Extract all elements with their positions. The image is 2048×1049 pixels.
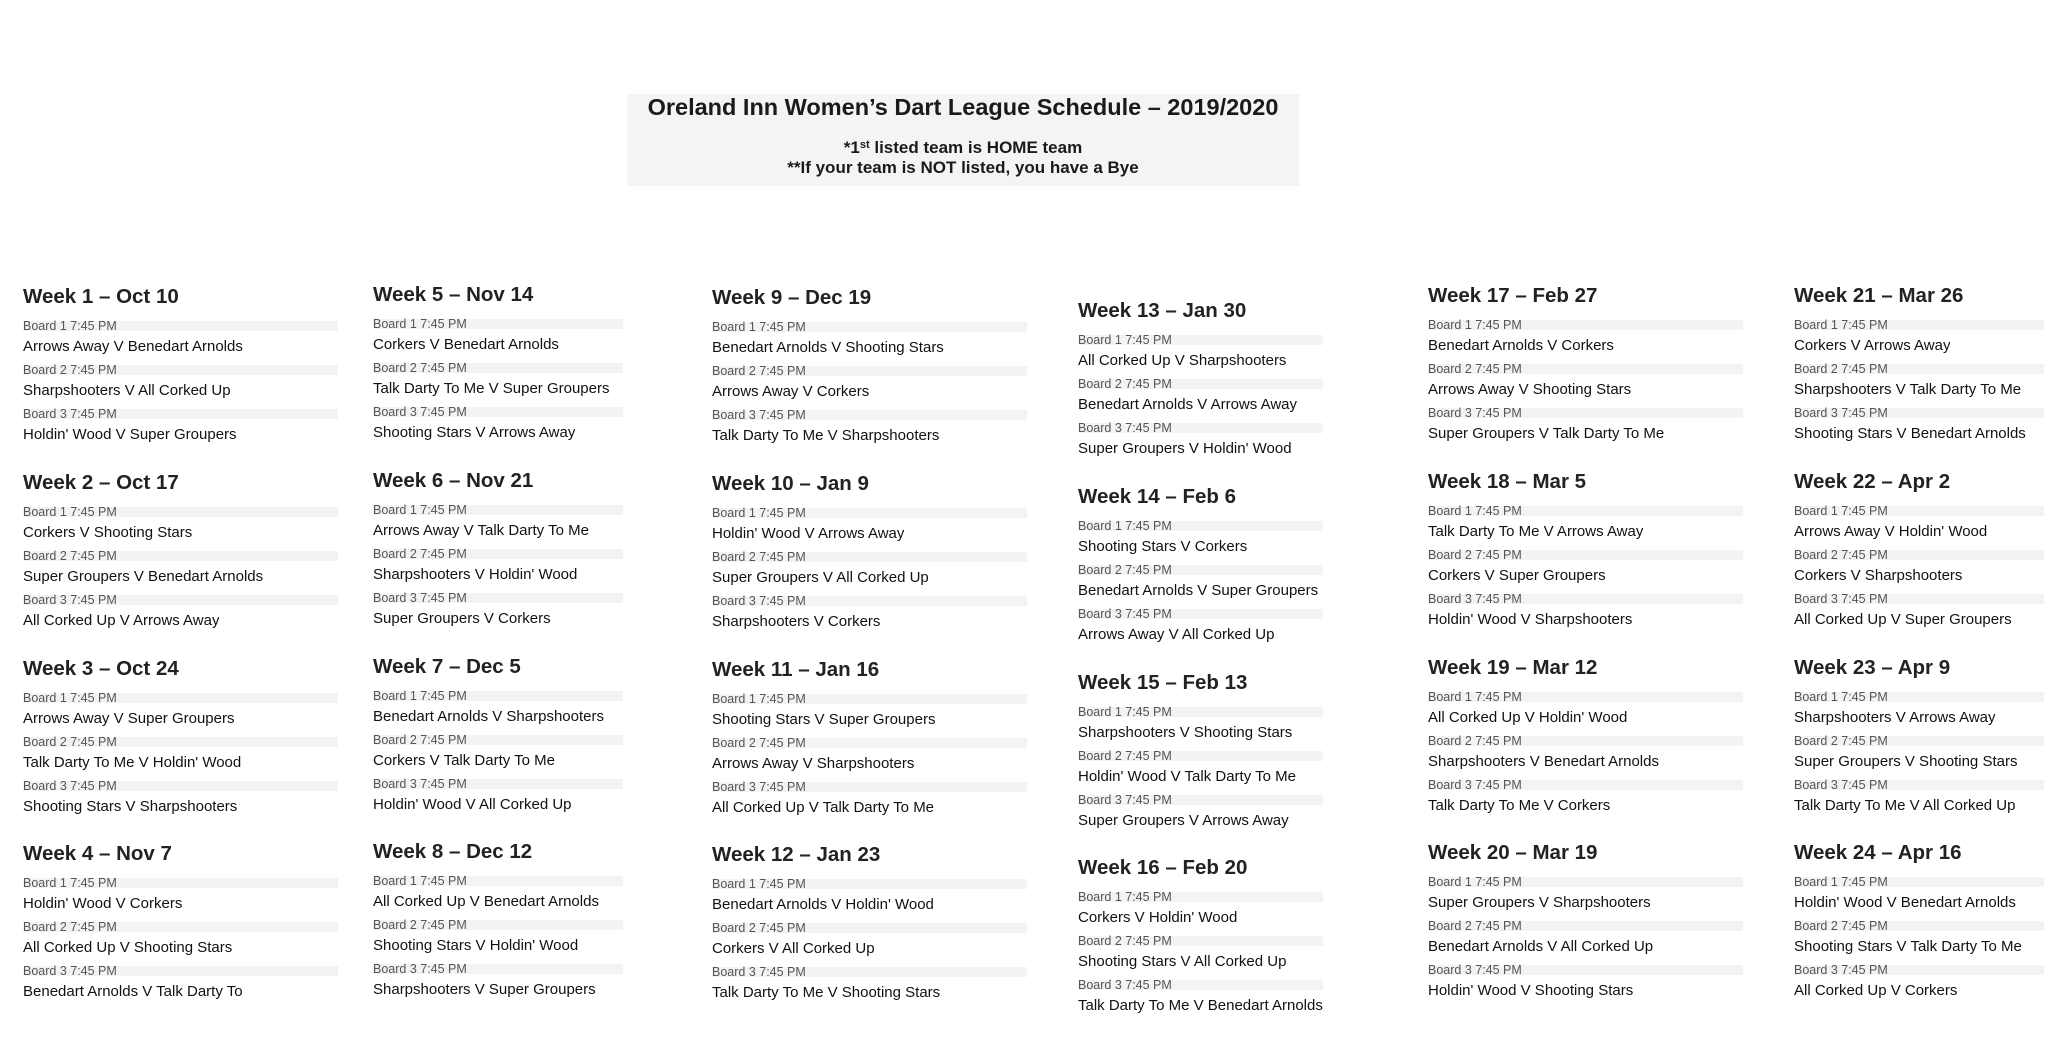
board-time-label: Board 3 7:45 PM: [1078, 978, 1172, 992]
board-time-label: Board 3 7:45 PM: [1078, 421, 1172, 435]
board-time-label: Board 2 7:45 PM: [1794, 362, 1888, 376]
match-listing: Benedart Arnolds V Arrows Away: [1078, 396, 1298, 413]
week-title: Week 23 – Apr 9: [1794, 656, 1951, 679]
board-time-label: Board 3 7:45 PM: [1078, 607, 1172, 621]
board-time-label: Board 3 7:45 PM: [1428, 406, 1522, 420]
board-time-label: Board 1 7:45 PM: [1078, 705, 1172, 719]
match-listing: Corkers V All Corked Up: [712, 940, 875, 957]
week-title: Week 5 – Nov 14: [373, 283, 534, 306]
board-time-label: Board 3 7:45 PM: [712, 780, 806, 794]
week-title: Week 20 – Mar 19: [1428, 841, 1598, 864]
week-title: Week 22 – Apr 2: [1794, 470, 1951, 493]
match-listing: Super Groupers V Holdin' Wood: [1078, 440, 1292, 457]
board-time-label: Board 1 7:45 PM: [1794, 318, 1888, 332]
board-time-label: Board 3 7:45 PM: [1428, 963, 1522, 977]
match-listing: Arrows Away V Talk Darty To Me: [373, 522, 589, 539]
board-time-label: Board 1 7:45 PM: [1794, 875, 1888, 889]
schedule-header: [627, 94, 1299, 186]
match-listing: Arrows Away V Corkers: [712, 383, 870, 400]
week-title: Week 19 – Mar 12: [1428, 656, 1598, 679]
board-time-label: Board 2 7:45 PM: [373, 918, 467, 932]
week-title: Week 10 – Jan 9: [712, 472, 869, 495]
board-time-label: Board 2 7:45 PM: [712, 736, 806, 750]
match-listing: Holdin' Wood V Corkers: [23, 895, 183, 912]
board-time-label: Board 2 7:45 PM: [23, 363, 117, 377]
board-time-label: Board 2 7:45 PM: [373, 361, 467, 375]
match-listing: All Corked Up V Holdin' Wood: [1428, 709, 1628, 726]
match-listing: Holdin' Wood V Arrows Away: [712, 525, 905, 542]
match-listing: Talk Darty To Me V Benedart Arnolds: [1078, 997, 1323, 1014]
board-time-label: Board 3 7:45 PM: [1794, 778, 1888, 792]
match-listing: Arrows Away V Benedart Arnolds: [23, 338, 243, 355]
board-time-label: Board 1 7:45 PM: [373, 874, 467, 888]
match-listing: Talk Darty To Me V All Corked Up: [1794, 797, 2016, 814]
board-time-label: Board 1 7:45 PM: [23, 876, 117, 890]
week-title: Week 21 – Mar 26: [1794, 284, 1964, 307]
board-time-label: Board 2 7:45 PM: [712, 921, 806, 935]
match-listing: All Corked Up V Talk Darty To Me: [712, 799, 935, 816]
week-title: Week 4 – Nov 7: [23, 842, 172, 865]
match-listing: Super Groupers V Corkers: [373, 610, 551, 627]
match-listing: Benedart Arnolds V All Corked Up: [1428, 938, 1654, 955]
board-time-label: Board 1 7:45 PM: [373, 689, 467, 703]
match-listing: Sharpshooters V Shooting Stars: [1078, 724, 1293, 741]
match-listing: Super Groupers V Benedart Arnolds: [23, 568, 264, 585]
board-time-label: Board 2 7:45 PM: [1428, 734, 1522, 748]
match-listing: Corkers V Arrows Away: [1794, 337, 1951, 354]
page-title: Oreland Inn Women’s Dart League Schedule – 2019/2020: [647, 94, 1279, 120]
match-listing: All Corked Up V Arrows Away: [23, 612, 220, 629]
match-listing: Arrows Away V Sharpshooters: [712, 755, 915, 772]
match-listing: Sharpshooters V Talk Darty To Me: [1794, 381, 2022, 398]
board-time-label: Board 2 7:45 PM: [1794, 734, 1888, 748]
board-time-label: Board 3 7:45 PM: [1794, 592, 1888, 606]
match-listing: All Corked Up V Shooting Stars: [23, 939, 233, 956]
board-time-label: Board 3 7:45 PM: [373, 405, 467, 419]
board-time-label: Board 1 7:45 PM: [1428, 690, 1522, 704]
board-time-label: Board 1 7:45 PM: [1428, 504, 1522, 518]
match-listing: Arrows Away V All Corked Up: [1078, 626, 1275, 643]
week-title: Week 8 – Dec 12: [373, 840, 533, 863]
match-listing: Holdin' Wood V Shooting Stars: [1428, 982, 1634, 999]
week-title: Week 11 – Jan 16: [712, 658, 880, 681]
week-title: Week 24 – Apr 16: [1794, 841, 1962, 864]
board-time-label: Board 1 7:45 PM: [373, 317, 467, 331]
board-time-label: Board 1 7:45 PM: [712, 877, 806, 891]
match-listing: Holdin' Wood V Super Groupers: [23, 426, 237, 443]
week-title: Week 6 – Nov 21: [373, 469, 534, 492]
match-listing: Benedart Arnolds V Holdin' Wood: [712, 896, 934, 913]
board-time-label: Board 1 7:45 PM: [712, 692, 806, 706]
board-time-label: Board 1 7:45 PM: [1078, 333, 1172, 347]
match-listing: Arrows Away V Shooting Stars: [1428, 381, 1632, 398]
match-listing: All Corked Up V Sharpshooters: [1078, 352, 1287, 369]
match-listing: Benedart Arnolds V Shooting Stars: [712, 339, 944, 356]
match-listing: Sharpshooters V Benedart Arnolds: [1428, 753, 1659, 770]
week-title: Week 3 – Oct 24: [23, 657, 179, 680]
board-time-label: Board 1 7:45 PM: [1794, 504, 1888, 518]
match-listing: Sharpshooters V Corkers: [712, 613, 881, 630]
board-time-label: Board 1 7:45 PM: [712, 320, 806, 334]
match-listing: Corkers V Shooting Stars: [23, 524, 193, 541]
board-time-label: Board 2 7:45 PM: [1428, 362, 1522, 376]
board-time-label: Board 3 7:45 PM: [712, 408, 806, 422]
match-listing: Shooting Stars V Talk Darty To Me: [1794, 938, 2022, 955]
match-listing: Corkers V Sharpshooters: [1794, 567, 1963, 584]
week-title: Week 14 – Feb 6: [1078, 485, 1237, 508]
match-listing: Holdin' Wood V Sharpshooters: [1428, 611, 1633, 628]
match-listing: Sharpshooters V Super Groupers: [373, 981, 596, 998]
match-listing: Sharpshooters V Holdin' Wood: [373, 566, 578, 583]
board-time-label: Board 1 7:45 PM: [712, 506, 806, 520]
match-listing: Super Groupers V All Corked Up: [712, 569, 929, 586]
week-title: Week 16 – Feb 20: [1078, 856, 1248, 879]
board-time-label: Board 3 7:45 PM: [1428, 592, 1522, 606]
home-team-note-prefix: *1: [843, 138, 860, 157]
week-title: Week 18 – Mar 5: [1428, 470, 1587, 493]
board-time-label: Board 2 7:45 PM: [1078, 749, 1172, 763]
match-listing: Holdin' Wood V Talk Darty To Me: [1078, 768, 1296, 785]
match-listing: Arrows Away V Super Groupers: [23, 710, 235, 727]
match-listing: Super Groupers V Shooting Stars: [1794, 753, 2018, 770]
match-listing: Benedart Arnolds V Super Groupers: [1078, 582, 1319, 599]
board-time-label: Board 2 7:45 PM: [1428, 919, 1522, 933]
match-listing: Shooting Stars V Corkers: [1078, 538, 1248, 555]
week-title: Week 13 – Jan 30: [1078, 299, 1247, 322]
board-time-label: Board 1 7:45 PM: [23, 319, 117, 333]
board-time-label: Board 3 7:45 PM: [1794, 963, 1888, 977]
board-time-label: Board 1 7:45 PM: [23, 505, 117, 519]
match-listing: Benedart Arnolds V Talk Darty To: [23, 983, 243, 1000]
match-listing: Shooting Stars V Arrows Away: [373, 424, 576, 441]
board-time-label: Board 3 7:45 PM: [1078, 793, 1172, 807]
match-listing: Sharpshooters V Arrows Away: [1794, 709, 1996, 726]
board-time-label: Board 3 7:45 PM: [1794, 406, 1888, 420]
match-listing: Shooting Stars V All Corked Up: [1078, 953, 1287, 970]
board-time-label: Board 1 7:45 PM: [23, 691, 117, 705]
week-title: Week 1 – Oct 10: [23, 285, 179, 308]
bye-note: **If your team is NOT listed, you have a Bye: [787, 158, 1139, 177]
board-time-label: Board 3 7:45 PM: [712, 965, 806, 979]
match-listing: Talk Darty To Me V Sharpshooters: [712, 427, 940, 444]
board-time-label: Board 1 7:45 PM: [1078, 890, 1172, 904]
match-listing: Corkers V Super Groupers: [1428, 567, 1606, 584]
match-listing: Corkers V Holdin' Wood: [1078, 909, 1238, 926]
board-time-label: Board 3 7:45 PM: [712, 594, 806, 608]
board-time-label: Board 1 7:45 PM: [1794, 690, 1888, 704]
board-time-label: Board 2 7:45 PM: [23, 549, 117, 563]
board-time-label: Board 3 7:45 PM: [1428, 778, 1522, 792]
match-listing: Talk Darty To Me V Shooting Stars: [712, 984, 941, 1001]
board-time-label: Board 1 7:45 PM: [1078, 519, 1172, 533]
board-time-label: Board 2 7:45 PM: [23, 735, 117, 749]
week-title: Week 7 – Dec 5: [373, 655, 521, 678]
match-listing: Sharpshooters V All Corked Up: [23, 382, 231, 399]
match-listing: Holdin' Wood V Benedart Arnolds: [1794, 894, 2016, 911]
board-time-label: Board 3 7:45 PM: [23, 407, 117, 421]
match-listing: Arrows Away V Holdin' Wood: [1794, 523, 1988, 540]
match-listing: All Corked Up V Super Groupers: [1794, 611, 2012, 628]
match-listing: Holdin' Wood V All Corked Up: [373, 796, 572, 813]
board-time-label: Board 1 7:45 PM: [373, 503, 467, 517]
match-listing: Super Groupers V Talk Darty To Me: [1428, 425, 1665, 442]
board-time-label: Board 3 7:45 PM: [373, 962, 467, 976]
board-time-label: Board 2 7:45 PM: [1078, 563, 1172, 577]
board-time-label: Board 2 7:45 PM: [373, 547, 467, 561]
board-time-label: Board 2 7:45 PM: [1794, 919, 1888, 933]
match-listing: All Corked Up V Corkers: [1794, 982, 1958, 999]
match-listing: Corkers V Talk Darty To Me: [373, 752, 555, 769]
board-time-label: Board 2 7:45 PM: [1794, 548, 1888, 562]
match-listing: Talk Darty To Me V Super Groupers: [373, 380, 610, 397]
week-title: Week 15 – Feb 13: [1078, 671, 1248, 694]
home-team-note-suffix: listed team is HOME team: [869, 138, 1083, 157]
match-listing: Super Groupers V Arrows Away: [1078, 812, 1289, 829]
board-time-label: Board 3 7:45 PM: [23, 964, 117, 978]
match-listing: Talk Darty To Me V Holdin' Wood: [23, 754, 242, 771]
match-listing: Corkers V Benedart Arnolds: [373, 336, 559, 353]
week-title: Week 9 – Dec 19: [712, 286, 872, 309]
board-time-label: Board 2 7:45 PM: [712, 364, 806, 378]
board-time-label: Board 3 7:45 PM: [23, 593, 117, 607]
home-team-note-superscript: st: [859, 139, 870, 151]
match-listing: Shooting Stars V Sharpshooters: [23, 798, 238, 815]
board-time-label: Board 2 7:45 PM: [712, 550, 806, 564]
match-listing: Shooting Stars V Benedart Arnolds: [1794, 425, 2026, 442]
board-time-label: Board 2 7:45 PM: [1078, 934, 1172, 948]
match-listing: Super Groupers V Sharpshooters: [1428, 894, 1651, 911]
board-time-label: Board 1 7:45 PM: [1428, 318, 1522, 332]
board-time-label: Board 2 7:45 PM: [373, 733, 467, 747]
match-listing: Talk Darty To Me V Arrows Away: [1428, 523, 1644, 540]
board-time-label: Board 3 7:45 PM: [23, 779, 117, 793]
board-time-label: Board 1 7:45 PM: [1428, 875, 1522, 889]
board-time-label: Board 2 7:45 PM: [1078, 377, 1172, 391]
board-time-label: Board 2 7:45 PM: [23, 920, 117, 934]
match-listing: Shooting Stars V Super Groupers: [712, 711, 936, 728]
match-listing: Benedart Arnolds V Sharpshooters: [373, 708, 604, 725]
board-time-label: Board 3 7:45 PM: [373, 591, 467, 605]
match-listing: Shooting Stars V Holdin' Wood: [373, 937, 579, 954]
week-title: Week 12 – Jan 23: [712, 843, 881, 866]
home-team-note: [627, 138, 1299, 158]
week-title: Week 2 – Oct 17: [23, 471, 179, 494]
week-title: Week 17 – Feb 27: [1428, 284, 1598, 307]
match-listing: Talk Darty To Me V Corkers: [1428, 797, 1611, 814]
board-time-label: Board 2 7:45 PM: [1428, 548, 1522, 562]
match-listing: All Corked Up V Benedart Arnolds: [373, 893, 599, 910]
match-listing: Benedart Arnolds V Corkers: [1428, 337, 1614, 354]
board-time-label: Board 3 7:45 PM: [373, 777, 467, 791]
